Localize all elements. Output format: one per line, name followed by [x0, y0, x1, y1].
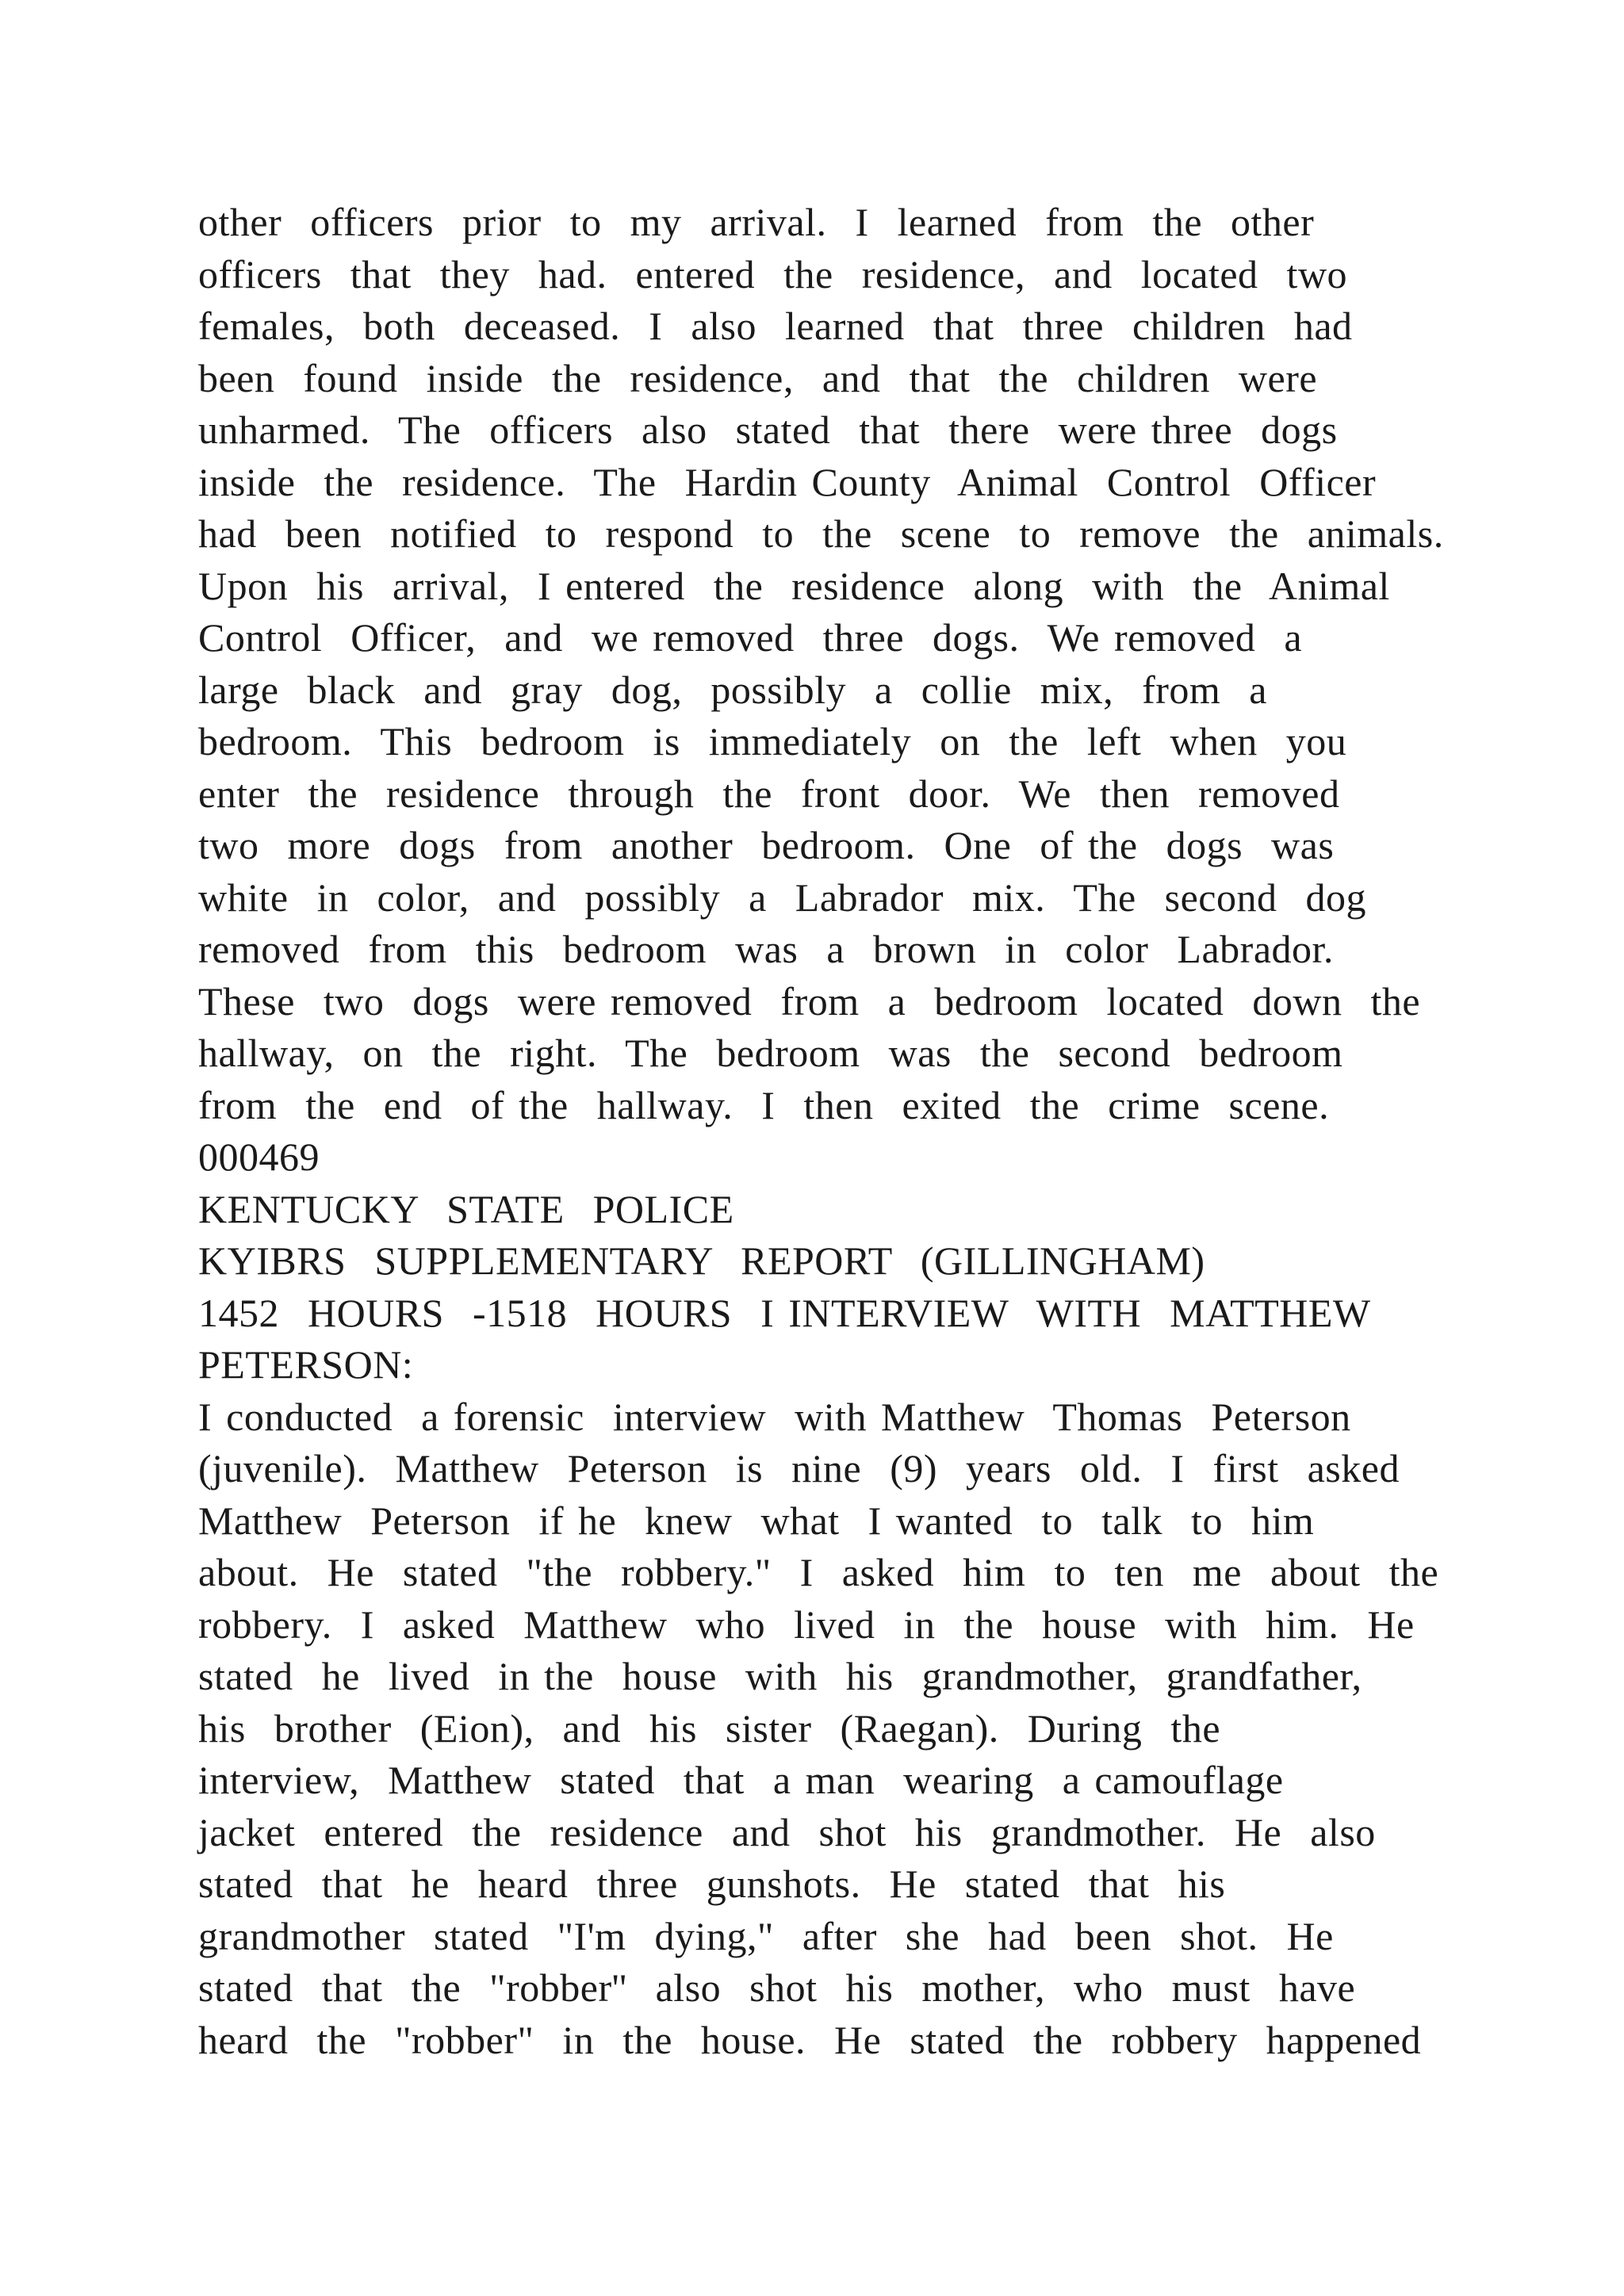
text-line: officers that they had. entered the residence, and located two — [198, 251, 1348, 297]
report-text-block — [198, 197, 1444, 2066]
text-line: from the end of the hallway. I then exited the crime scene. — [198, 1082, 1330, 1127]
text-line: enter the residence through the front door. We then removed — [198, 771, 1340, 816]
text-line: white in color, and possibly a Labrador mix. The second dog — [198, 874, 1366, 920]
text-line: his brother (Eion), and his sister (Raegan). During the — [198, 1705, 1221, 1751]
agency-heading: KENTUCKY STATE POLICE — [198, 1186, 734, 1231]
text-line: (juvenile). Matthew Peterson is nine (9) years old. I first asked — [198, 1446, 1400, 1490]
text-line: two more dogs from another bedroom. One of the dogs was — [198, 823, 1335, 867]
section-heading: 1452 HOURS -1518 HOURS I INTERVIEW WITH MATTHEW — [198, 1290, 1371, 1335]
text-line: robbery. I asked Matthew who lived in the house with him. He — [198, 1601, 1415, 1647]
text-line: unharmed. The officers also stated that there were three dogs — [198, 408, 1338, 452]
text-line: I conducted a forensic interview with Matthew Thomas Peterson — [198, 1394, 1351, 1439]
text-line: stated he lived in the house with his grandmother, grandfather, — [198, 1654, 1362, 1698]
page-number: 000469 — [198, 1135, 320, 1179]
text-line: hallway, on the right. The bedroom was the second bedroom — [198, 1031, 1343, 1075]
text-line: heard the "robber" in the house. He stated the robbery happened — [198, 2017, 1422, 2062]
text-line: about. He stated "the robbery." I asked him to ten me about the — [198, 1550, 1439, 1594]
text-line: Upon his arrival, I entered the residence along with the Animal — [198, 563, 1390, 608]
report-heading: KYIBRS SUPPLEMENTARY REPORT (GILLINGHAM) — [198, 1238, 1205, 1283]
text-line: grandmother stated "I'm dying," after she had been shot. He — [198, 1913, 1334, 1958]
text-line: other officers prior to my arrival. I learned from the other — [198, 200, 1315, 244]
text-line: These two dogs were removed from a bedroom located down the — [198, 978, 1421, 1024]
text-line: large black and gray dog, possibly a collie mix, from a — [198, 667, 1267, 712]
text-line: had been notified to respond to the scene to remove the animals. — [198, 511, 1444, 556]
section-heading-continued: PETERSON: — [198, 1342, 414, 1387]
text-line: bedroom. This bedroom is immediately on the left when you — [198, 719, 1347, 763]
text-line: been found inside the residence, and that the children were — [198, 355, 1318, 400]
text-line: Matthew Peterson if he knew what I wanted to talk to him — [198, 1498, 1315, 1543]
text-line: females, both deceased. I also learned that three children had — [198, 304, 1353, 348]
text-line: removed from this bedroom was a brown in color Labrador. — [198, 927, 1334, 971]
text-line: stated that the "robber'' also shot his mother, who must have — [198, 1965, 1356, 2010]
text-line: inside the residence. The Hardin County Animal Control Officer — [198, 459, 1377, 504]
text-line: interview, Matthew stated that a man wearing a camouflage — [198, 1758, 1284, 1802]
text-line: stated that he heard three gunshots. He stated that his — [198, 1862, 1226, 1906]
text-line: Control Officer, and we removed three dogs. We removed a — [198, 615, 1303, 660]
text-line: jacket entered the residence and shot his grandmother. He also — [198, 1809, 1376, 1854]
